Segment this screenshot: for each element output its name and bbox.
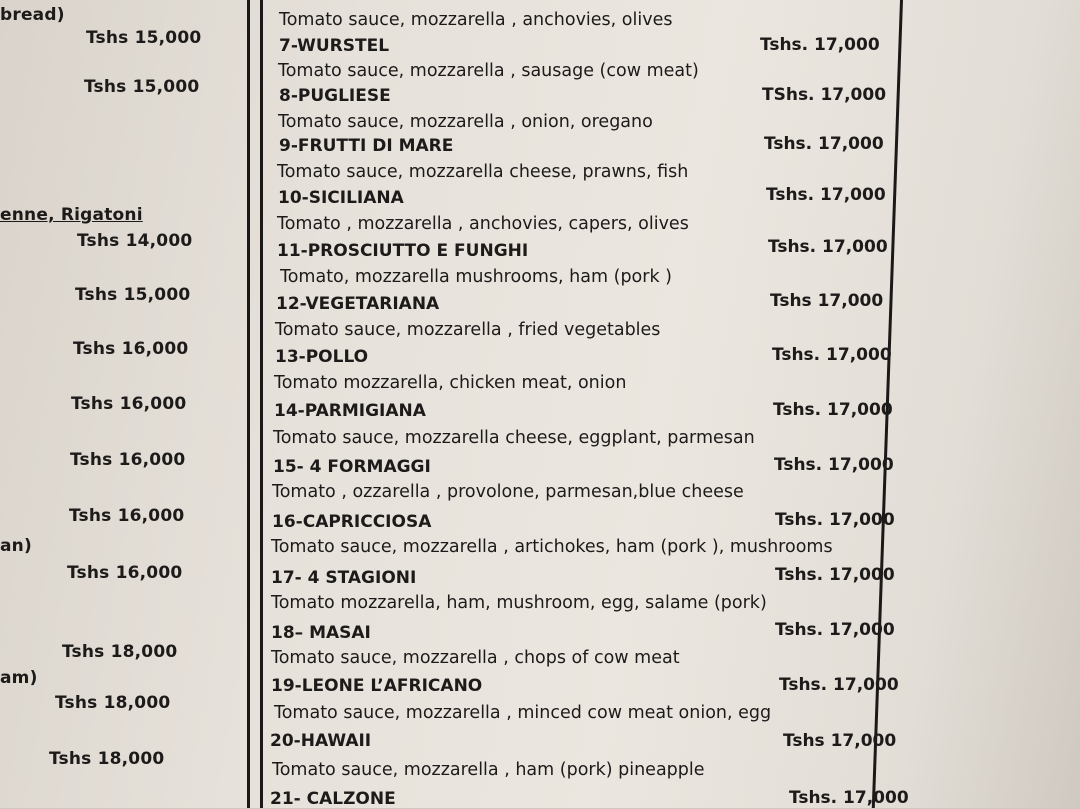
menu-item-name: 13-POLLO	[275, 347, 369, 367]
item-description: Tomato sauce, mozzarella , ham (pork) pineapple	[272, 760, 705, 780]
menu-item-price: Tshs 17,000	[783, 731, 897, 751]
left-header-fragment: bread)	[0, 5, 65, 25]
menu-item-name: 14-PARMIGIANA	[274, 401, 426, 421]
menu-item-name: 7-WURSTEL	[279, 36, 390, 56]
menu-item-name: 16-CAPRICCIOSA	[272, 512, 432, 532]
menu-item-price: Tshs. 17,000	[764, 134, 884, 154]
item-description: Tomato mozzarella, chicken meat, onion	[274, 373, 627, 393]
left-price: Tshs 15,000	[84, 77, 200, 97]
menu-item-price: Tshs. 17,000	[775, 620, 895, 640]
item-description: Tomato sauce, mozzarella , artichokes, ham (pork ), mushrooms	[271, 537, 833, 557]
left-price: Tshs 16,000	[70, 450, 186, 470]
column-divider-left	[247, 0, 250, 808]
left-price: Tshs 15,000	[75, 285, 191, 305]
menu-item-name: 9-FRUTTI DI MARE	[279, 136, 454, 156]
menu-item-price: Tshs. 17,000	[774, 455, 894, 475]
menu-item-name: 10-SICILIANA	[278, 188, 404, 208]
left-price: Tshs 16,000	[71, 394, 187, 414]
item-description: Tomato sauce, mozzarella cheese, prawns, fish	[277, 162, 689, 182]
left-price: Tshs 15,000	[86, 28, 202, 48]
left-price: Tshs 16,000	[73, 339, 189, 359]
left-price: Tshs 14,000	[77, 231, 193, 251]
menu-item-name: 21- CALZONE	[270, 789, 396, 809]
menu-item-price: Tshs 17,000	[770, 291, 884, 311]
left-price: Tshs 16,000	[69, 506, 185, 526]
menu-item-price: TShs. 17,000	[762, 85, 887, 105]
left-price: Tshs 18,000	[62, 642, 178, 662]
left-price: Tshs 16,000	[67, 563, 183, 583]
item-description: Tomato , ozzarella , provolone, parmesan,blue cheese	[272, 482, 744, 502]
menu-item-price: Tshs. 17,000	[775, 565, 895, 585]
item-description: Tomato sauce, mozzarella cheese, eggplant, parmesan	[273, 428, 755, 448]
menu-item-price: Tshs. 17,000	[779, 675, 899, 695]
menu-item-name: 11-PROSCIUTTO E FUNGHI	[277, 241, 529, 261]
menu-item-price: Tshs. 17,000	[775, 510, 895, 530]
menu-item-price: Tshs. 17,000	[772, 345, 892, 365]
left-price: Tshs 18,000	[55, 693, 171, 713]
item-description: Tomato sauce, mozzarella , onion, oregano	[278, 112, 653, 132]
item-description: Tomato, mozzarella mushrooms, ham (pork )	[280, 267, 672, 287]
menu-item-price: Tshs. 17,000	[766, 185, 886, 205]
menu-item-name: 12-VEGETARIANA	[276, 294, 440, 314]
left-price: Tshs 18,000	[49, 749, 165, 769]
item-description: Tomato sauce, mozzarella , anchovies, olives	[279, 10, 673, 30]
item-description: Tomato sauce, mozzarella , chops of cow meat	[271, 648, 680, 668]
item-description: Tomato sauce, mozzarella , fried vegetables	[275, 320, 661, 340]
menu-item-name: 17- 4 STAGIONI	[271, 568, 417, 588]
column-divider-inner	[260, 0, 263, 808]
menu-item-name: 19-LEONE L’AFRICANO	[271, 676, 483, 696]
menu-item-name: 8-PUGLIESE	[279, 86, 391, 106]
menu-item-name: 18– MASAI	[271, 623, 371, 643]
menu-item-price: Tshs. 17,000	[760, 35, 880, 55]
menu-item-name: 20-HAWAII	[270, 731, 372, 751]
menu-item-price: Tshs. 17,000	[768, 237, 888, 257]
menu-item-price: Tshs. 17,000	[773, 400, 893, 420]
left-note-fragment: an)	[0, 536, 32, 556]
item-description: Tomato mozzarella, ham, mushroom, egg, salame (pork)	[271, 593, 767, 613]
left-section-fragment: enne, Rigatoni	[0, 205, 143, 225]
menu-item-name: 15- 4 FORMAGGI	[273, 457, 431, 477]
menu-item-price: Tshs. 17,000	[789, 788, 909, 808]
item-description: Tomato , mozzarella , anchovies, capers, olives	[277, 214, 689, 234]
left-note-fragment: am)	[0, 668, 38, 688]
item-description: Tomato sauce, mozzarella , sausage (cow meat)	[278, 61, 699, 81]
item-description: Tomato sauce, mozzarella , minced cow meat onion, egg	[274, 703, 772, 723]
